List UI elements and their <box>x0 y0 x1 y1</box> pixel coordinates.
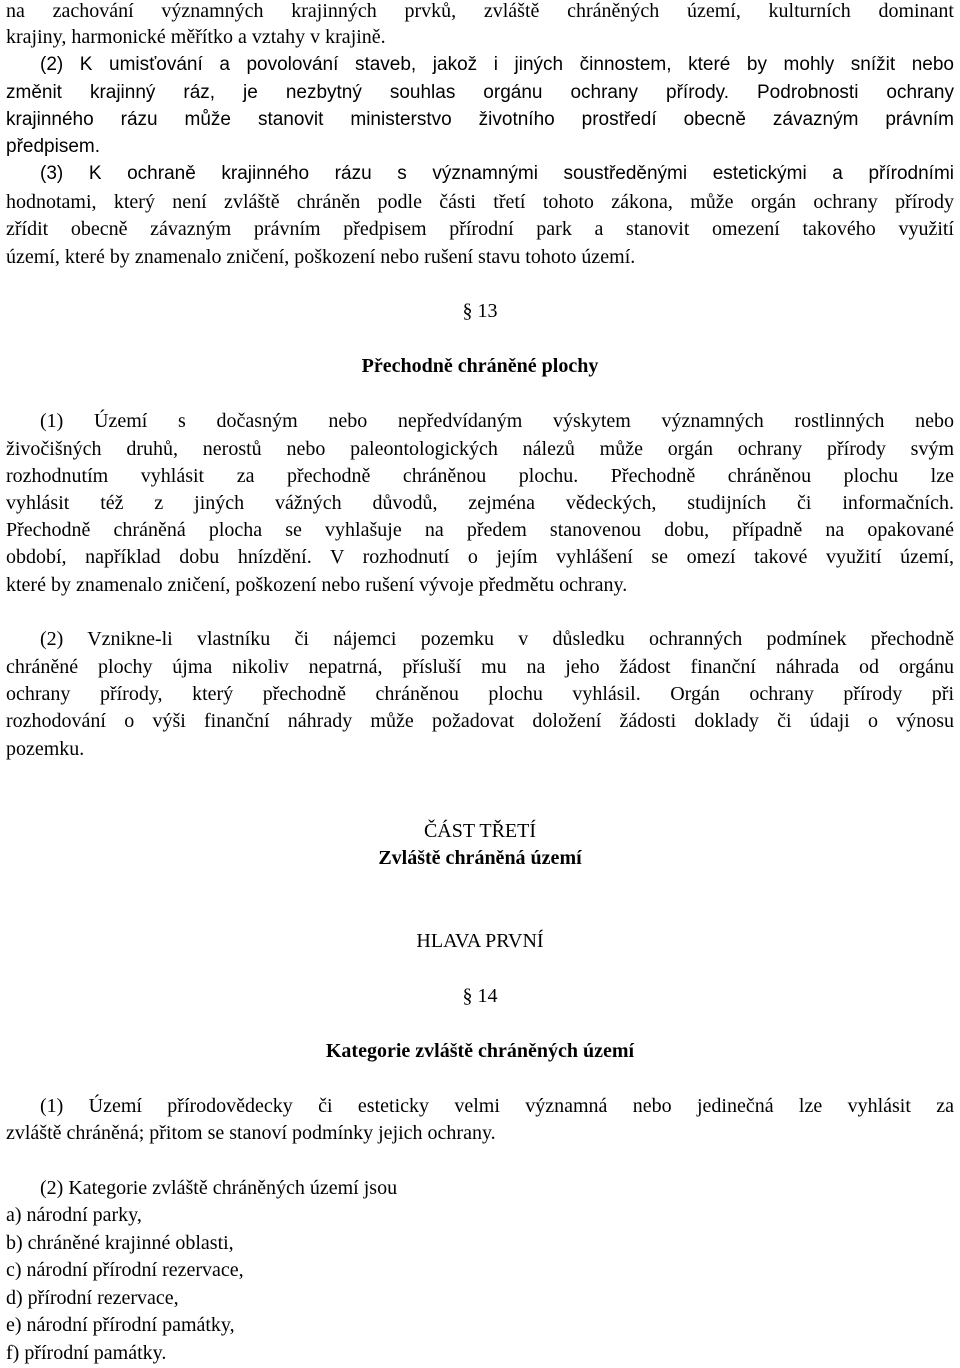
list-item: b) chráněné krajinné oblasti, <box>6 1232 234 1254</box>
section-title: Přechodně chráněné plochy <box>361 355 599 377</box>
text-line: zřídit obecně závazným právním předpisem přírodní park a stanovit omezení takového využití <box>6 218 954 240</box>
text-line: ochrany přírody, který přechodně chráněnou plochu vyhlásil. Orgán ochrany přírody při <box>6 683 954 705</box>
text-line: změnit krajinný ráz, je nezbytný souhlas orgánu ochrany přírody. Podrobnosti ochrany <box>6 82 954 103</box>
text-line: zvláště chráněná; přitom se stanoví podmínky jejich ochrany. <box>6 1122 496 1144</box>
section-number: § 14 <box>462 985 498 1007</box>
text-line: (2) K umisťování a povolování staveb, jakož i jiných činnostem, které by mohly snížit nebo <box>40 54 954 75</box>
list-item: c) národní přírodní rezervace, <box>6 1259 244 1281</box>
text-line: rozhodnutím vyhlásit za přechodně chráněnou plochu. Přechodně chráněnou plochu lze <box>6 465 954 487</box>
text-line: (2) Vznikne-li vlastníku či nájemci pozemku v důsledku ochranných podmínek přechodně <box>40 628 954 650</box>
text-line: krajiny, harmonické měřítko a vztahy v krajině. <box>6 26 386 48</box>
list-item: f) přírodní památky. <box>6 1342 167 1364</box>
text-line: hodnotami, který není zvláště chráněn podle části třetí tohoto zákona, může orgán ochrany přírody <box>6 191 954 213</box>
text-line: (1) Území přírodovědecky či esteticky velmi významná nebo jedinečná lze vyhlásit za <box>40 1095 954 1117</box>
section-title: Kategorie zvláště chráněných území <box>325 1040 635 1062</box>
text-line: pozemku. <box>6 738 85 760</box>
list-item: a) národní parky, <box>6 1204 142 1226</box>
text-line: vyhlásit též z jiných vážných důvodů, zejména vědeckých, studijních či informačních. <box>6 492 954 514</box>
text-line: období, například dobu hnízdění. V rozhodnutí o jejím vyhlášení se omezí takové využití území, <box>6 546 954 568</box>
text-line: které by znamenalo zničení, poškození nebo rušení vývoje předmětu ochrany. <box>6 574 628 596</box>
text-line: předpisem. <box>6 136 100 157</box>
chapter-heading: HLAVA PRVNÍ <box>416 930 544 952</box>
text-line: na zachování významných krajinných prvků, zvláště chráněných území, kulturních dominant <box>6 0 954 22</box>
part-heading: ČÁST TŘETÍ <box>423 820 537 842</box>
text-line: krajinného rázu může stanovit ministerstvo životního prostředí obecně závazným právním <box>6 109 954 130</box>
text-line: Přechodně chráněná plocha se vyhlašuje na předem stanovenou dobu, případně na opakované <box>6 519 954 541</box>
list-item: e) národní přírodní památky, <box>6 1314 235 1336</box>
part-subheading: Zvláště chráněná území <box>378 847 582 869</box>
text-line: (2) Kategorie zvláště chráněných území jsou <box>40 1177 398 1199</box>
text-line: (3) K ochraně krajinného rázu s významnými soustředěnými estetickými a přírodními <box>40 163 954 184</box>
text-line: živočišných druhů, nerostů nebo paleontologických nálezů může orgán ochrany přírody svým <box>6 438 954 460</box>
text-line: chráněné plochy újma nikoliv nepatrná, přísluší mu na jeho žádost finanční náhrada od orgánu <box>6 656 954 678</box>
text-line: (1) Území s dočasným nebo nepředvídaným výskytem významných rostlinných nebo <box>40 410 954 432</box>
list-item: d) přírodní rezervace, <box>6 1287 179 1309</box>
section-number: § 13 <box>462 300 498 322</box>
text-line: území, které by znamenalo zničení, poškození nebo rušení stavu tohoto území. <box>6 246 636 268</box>
text-line: rozhodování o výši finanční náhrady může požadovat doložení žádosti doklady či údaji o výnosu <box>6 710 954 732</box>
